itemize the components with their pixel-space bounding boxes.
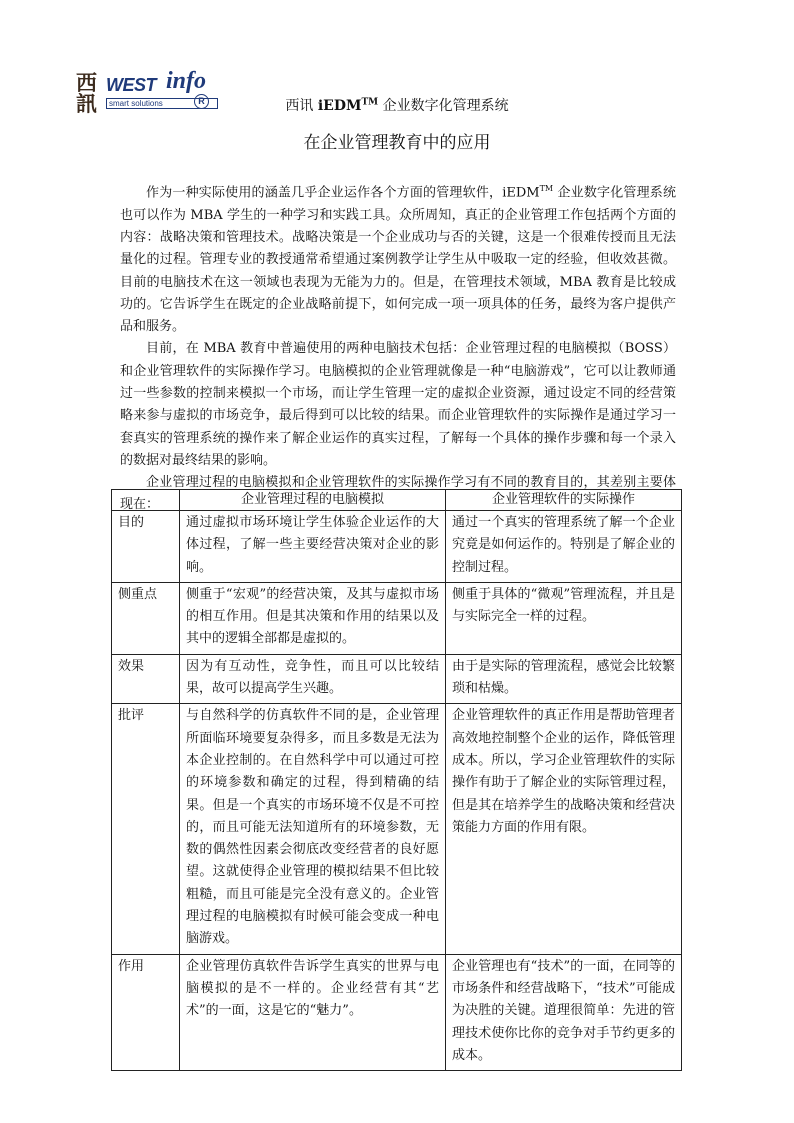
table-row bbox=[112, 704, 682, 954]
software-cell: 企业管理也有“技术”的一面，在同等的市场条件和经营战略下，“技术”可能成为决胜的关键。道理很简单：先进的管理技术使你比你的竞争对手节约更多的成本。 bbox=[446, 954, 682, 1070]
software-cell: 侧重于具体的“微观”管理流程，并且是与实际完全一样的过程。 bbox=[446, 582, 682, 654]
row-label: 目的 bbox=[112, 511, 180, 583]
table-header-cell: 企业管理软件的实际操作 bbox=[446, 490, 682, 511]
comparison-table bbox=[111, 489, 682, 1071]
row-label: 效果 bbox=[112, 654, 180, 704]
logo-info-text: info bbox=[166, 68, 207, 94]
software-cell: 企业管理软件的真正作用是帮助管理者高效地控制整个企业的运作，降低管理成本。所以，学习企业管理软件的实际操作有助于了解企业的实际管理过程，但是其在培养学生的战略决策和经营决策能力方面的作用有限。 bbox=[446, 704, 682, 954]
logo-west-text: WEST bbox=[106, 75, 156, 95]
simulation-cell: 与自然科学的仿真软件不同的是，企业管理所面临环境要复杂得多，而且多数是无法为本企业控制的。在自然科学中可以通过可控的环境参数和确定的过程，得到精确的结果。但是一个真实的市场环境不仅是不可控的，而且可能无法知道所有的环境参数，无数的偶然性因素会彻底改变经营者的良好愿望。这就使得企业管理的模拟结果不但比较粗糙，而且可能是完全没有意义的。企业管理过程的电脑模拟有时候可能会变成一种电脑游戏。 bbox=[180, 704, 446, 954]
document-title: 在企业管理教育中的应用 bbox=[303, 133, 491, 153]
header-prefix: 西讯 bbox=[285, 98, 318, 114]
table-row bbox=[112, 582, 682, 654]
registered-mark-icon: R bbox=[194, 94, 209, 109]
document-header bbox=[0, 95, 794, 115]
row-label: 侧重点 bbox=[112, 582, 180, 654]
simulation-cell: 侧重于“宏观”的经营决策，及其与虚拟市场的相互作用。但是其决策和作用的结果以及其中的逻辑全部都是虚拟的。 bbox=[180, 582, 446, 654]
simulation-cell: 企业管理仿真软件告诉学生真实的世界与电脑模拟的是不一样的。企业经营有其“艺术”的一面，这是它的“魅力”。 bbox=[180, 954, 446, 1070]
paragraph-2: 目前，在 MBA 教育中普遍使用的两种电脑技术包括：企业管理过程的电脑模拟（BOSS）和企业管理软件的实际操作学习。电脑模拟的企业管理就像是一种“电脑游戏”，它可以让教师通过一些参数的控制来模拟一个市场，而让学生管理一定的虚拟企业资源，通过设定不同的经营策略来参与虚拟的市场竞争，最后得到可以比较的结果。而企业管理软件的实际操作是通过学习一套真实的管理系统的操作来了解企业运作的真实过程，了解每一个具体的操作步骤和每一个录入的数据对最终结果的影响。 bbox=[120, 341, 676, 468]
table-row bbox=[112, 654, 682, 704]
simulation-cell: 因为有互动性，竞争性，而且可以比较结果，故可以提高学生兴趣。 bbox=[180, 654, 446, 704]
paragraph-1-part-a: 作为一种实际使用的涵盖几乎企业运作各个方面的管理软件，iEDM bbox=[146, 185, 540, 201]
table-header-cell bbox=[112, 490, 180, 511]
paragraph-1-part-b: 企业数字化管理系统也可以作为 MBA 学生的一种学习和实践工具。众所周知，真正的企业管理工作包括两个方面的内容：战略决策和管理技术。战略决策是一个企业成功与否的关键，这是一个很难传授而且无法量化的过程。管理专业的教授通常希望通过案例教学让学生从中吸取一定的经验，但收效甚微。目前的电脑技术在这一领域也表现为无能为力的。但是，在管理技术领域，MBA 教育是比较成功的。它告诉学生在既定的企业战略前提下，如何完成一项一项具体的任务，最终为客户提供产品和服务。 bbox=[120, 185, 676, 335]
header-trademark: TM bbox=[361, 97, 379, 108]
simulation-cell: 通过虚拟市场环境让学生体验企业运作的大体过程，了解一些主要经营决策对企业的影响。 bbox=[180, 511, 446, 583]
body-text bbox=[120, 178, 676, 517]
software-cell: 由于是实际的管理流程，感觉会比较繁琐和枯燥。 bbox=[446, 654, 682, 704]
row-label: 批评 bbox=[112, 704, 180, 954]
logo-tagline: smart solutions bbox=[109, 99, 163, 108]
table-row bbox=[112, 511, 682, 583]
paragraph-1 bbox=[120, 178, 676, 338]
paragraph-1-trademark: TM bbox=[539, 184, 554, 193]
row-label: 作用 bbox=[112, 954, 180, 1070]
table-header-cell: 企业管理过程的电脑模拟 bbox=[180, 490, 446, 511]
logo-chinese-mark: 西訊 bbox=[76, 70, 97, 116]
software-cell: 通过一个真实的管理系统了解一个企业究竟是如何运作的。特别是了解企业的控制过程。 bbox=[446, 511, 682, 583]
table-header-row bbox=[112, 490, 682, 511]
header-brand: iEDM bbox=[317, 98, 362, 114]
header-suffix: 企业数字化管理系统 bbox=[378, 98, 509, 114]
paragraph-3: 企业管理过程的电脑模拟和企业管理软件的实际操作学习有不同的教育目的，其差别主要体现在： bbox=[120, 475, 676, 513]
table-row bbox=[112, 954, 682, 1070]
